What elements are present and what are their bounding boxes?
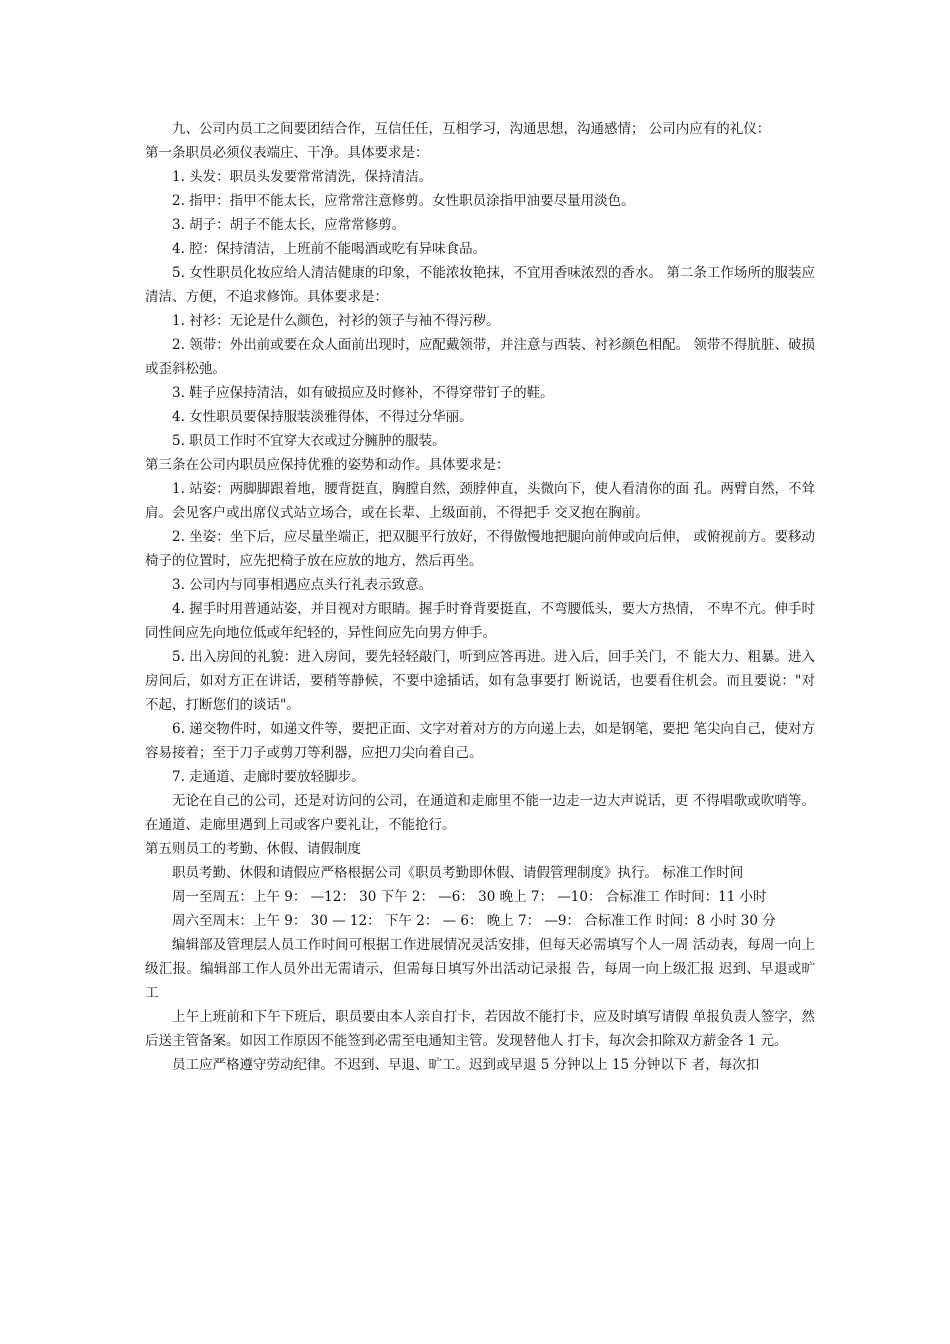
section-heading: 第五则员工的考勤、休假、请假制度 [145,841,361,857]
paragraph: 上午上班前和下午下班后，职员要由本人亲自打卡，若因故不能打卡，应及时填写请假 单报负责人签字，然后送主管备案。如因工作原因不能签到必需至电通知主管。发现替他人 打卡，每次会扣除双方薪金各 1 元。 [145,1009,815,1049]
document-page [145,117,815,1077]
paragraph: 5. 女性职员化妆应给人清洁健康的印象，不能浓妆艳抹，不宜用香味浓烈的香水。 第二条工作场所的服装应清洁、方便，不追求修饰。具体要求是： [145,265,815,305]
paragraph: 3. 公司内与同事相遇应点头行礼表示致意。 [172,577,433,593]
section-heading: 第一条职员必须仪表端庄、干净。具体要求是： [145,145,429,161]
paragraph: 5. 职员工作时不宜穿大衣或过分臃肿的服装。 [172,433,446,449]
paragraph: 4. 握手时用普通站姿，并目视对方眼睛。握手时脊背要挺直，不弯腰低头，要大方热情， 不卑不亢。伸手时同性间应先向地位低或年纪轻的，异性间应先向男方伸手。 [145,601,815,641]
paragraph: 无论在自己的公司，还是对访问的公司，在通道和走廊里不能一边走一边大声说话，更 不得唱歌或吹哨等。在通道、走廊里遇到上司或客户要礼让，不能抢行。 [145,793,815,833]
paragraph: 3. 胡子：胡子不能太长，应常常修剪。 [172,217,406,233]
paragraph: 九、公司内员工之间要团结合作，互信任任，互相学习，沟通思想，沟通感情； 公司内应有的礼仪： [172,121,771,137]
paragraph: 员工应严格遵守劳动纪律。不迟到、早退、旷工。迟到或早退 5 分钟以上 15 分钟以下 者，每次扣 [172,1057,760,1073]
paragraph: 1. 站姿：两脚脚跟着地，腰背挺直，胸膛自然，颈脖伸直，头微向下，使人看清你的面 孔。两臂自然，不耸肩。会见客户或出席仪式站立场合，或在长辈、上级面前，不得把手 交叉抱在胸前。 [145,481,815,521]
section-heading: 第三条在公司内职员应保持优雅的姿势和动作。具体要求是： [145,457,510,473]
paragraph: 6. 递交物件时，如递文件等，要把正面、文字对着对方的方向递上去，如是钢笔，要把 笔尖向自己，使对方容易接着；至于刀子或剪刀等利器，应把刀尖向着自己。 [145,721,815,761]
paragraph: 3. 鞋子应保持清洁，如有破损应及时修补，不得穿带钉子的鞋。 [172,385,554,401]
paragraph: 2. 领带：外出前或要在众人面前出现时，应配戴领带，并注意与西装、衬衫颜色相配。 领带不得肮脏、破损或歪斜松弛。 [145,337,815,377]
paragraph: 7. 走通道、走廊时要放轻脚步。 [172,769,365,785]
paragraph: 1. 衬衫：无论是什么颜色，衬衫的领子与袖不得污秽。 [172,313,500,329]
paragraph: 2. 坐姿：坐下后，应尽量坐端正，把双腿平行放好，不得傲慢地把腿向前伸或向后伸， 或俯视前方。要移动椅子的位置时，应先把椅子放在应放的地方，然后再坐。 [145,529,815,569]
paragraph: 编辑部及管理层人员工作时间可根据工作进展情况灵活安排，但每天必需填写个人一周 活动表，每周一向上级汇报。编辑部工作人员外出无需请示，但需每日填写外出活动记录报 告，每周一向上级汇报 迟到、早退或旷工 [145,937,815,1001]
paragraph: 4. 腔：保持清洁，上班前不能喝酒或吃有异味食品。 [172,241,487,257]
paragraph: 2. 指甲：指甲不能太长，应常常注意修剪。女性职员涂指甲油要尽量用淡色。 [172,193,635,209]
paragraph: 职员考勤、休假和请假应严格根据公司《职员考勤即休假、请假管理制度》执行。 标准工作时间 [172,865,744,881]
paragraph: 周一至周五：上午 9： —12： 30 下午 2： —6： 30 晚上 7： —10： 合标准工 作时间：11 小时 [172,889,767,905]
paragraph: 4. 女性职员要保持服装淡雅得体，不得过分华丽。 [172,409,473,425]
paragraph: 5. 出入房间的礼貌：进入房间，要先轻轻敲门，听到应答再进。进入后，回手关门，不 能大力、粗暴。进入房间后，如对方正在讲话，要稍等静候，不要中途插话，如有急事要打 断说话，也要看住机会。而且要说："对不起，打断您们的谈话"。 [145,649,815,713]
paragraph: 周六至周末：上午 9： 30 — 12： 下午 2： — 6： 晚上 7： —9： 合标准工作 时间：8 小时 30 分 [172,913,776,929]
paragraph: 1. 头发：职员头发要常常清洗，保持清洁。 [172,169,433,185]
